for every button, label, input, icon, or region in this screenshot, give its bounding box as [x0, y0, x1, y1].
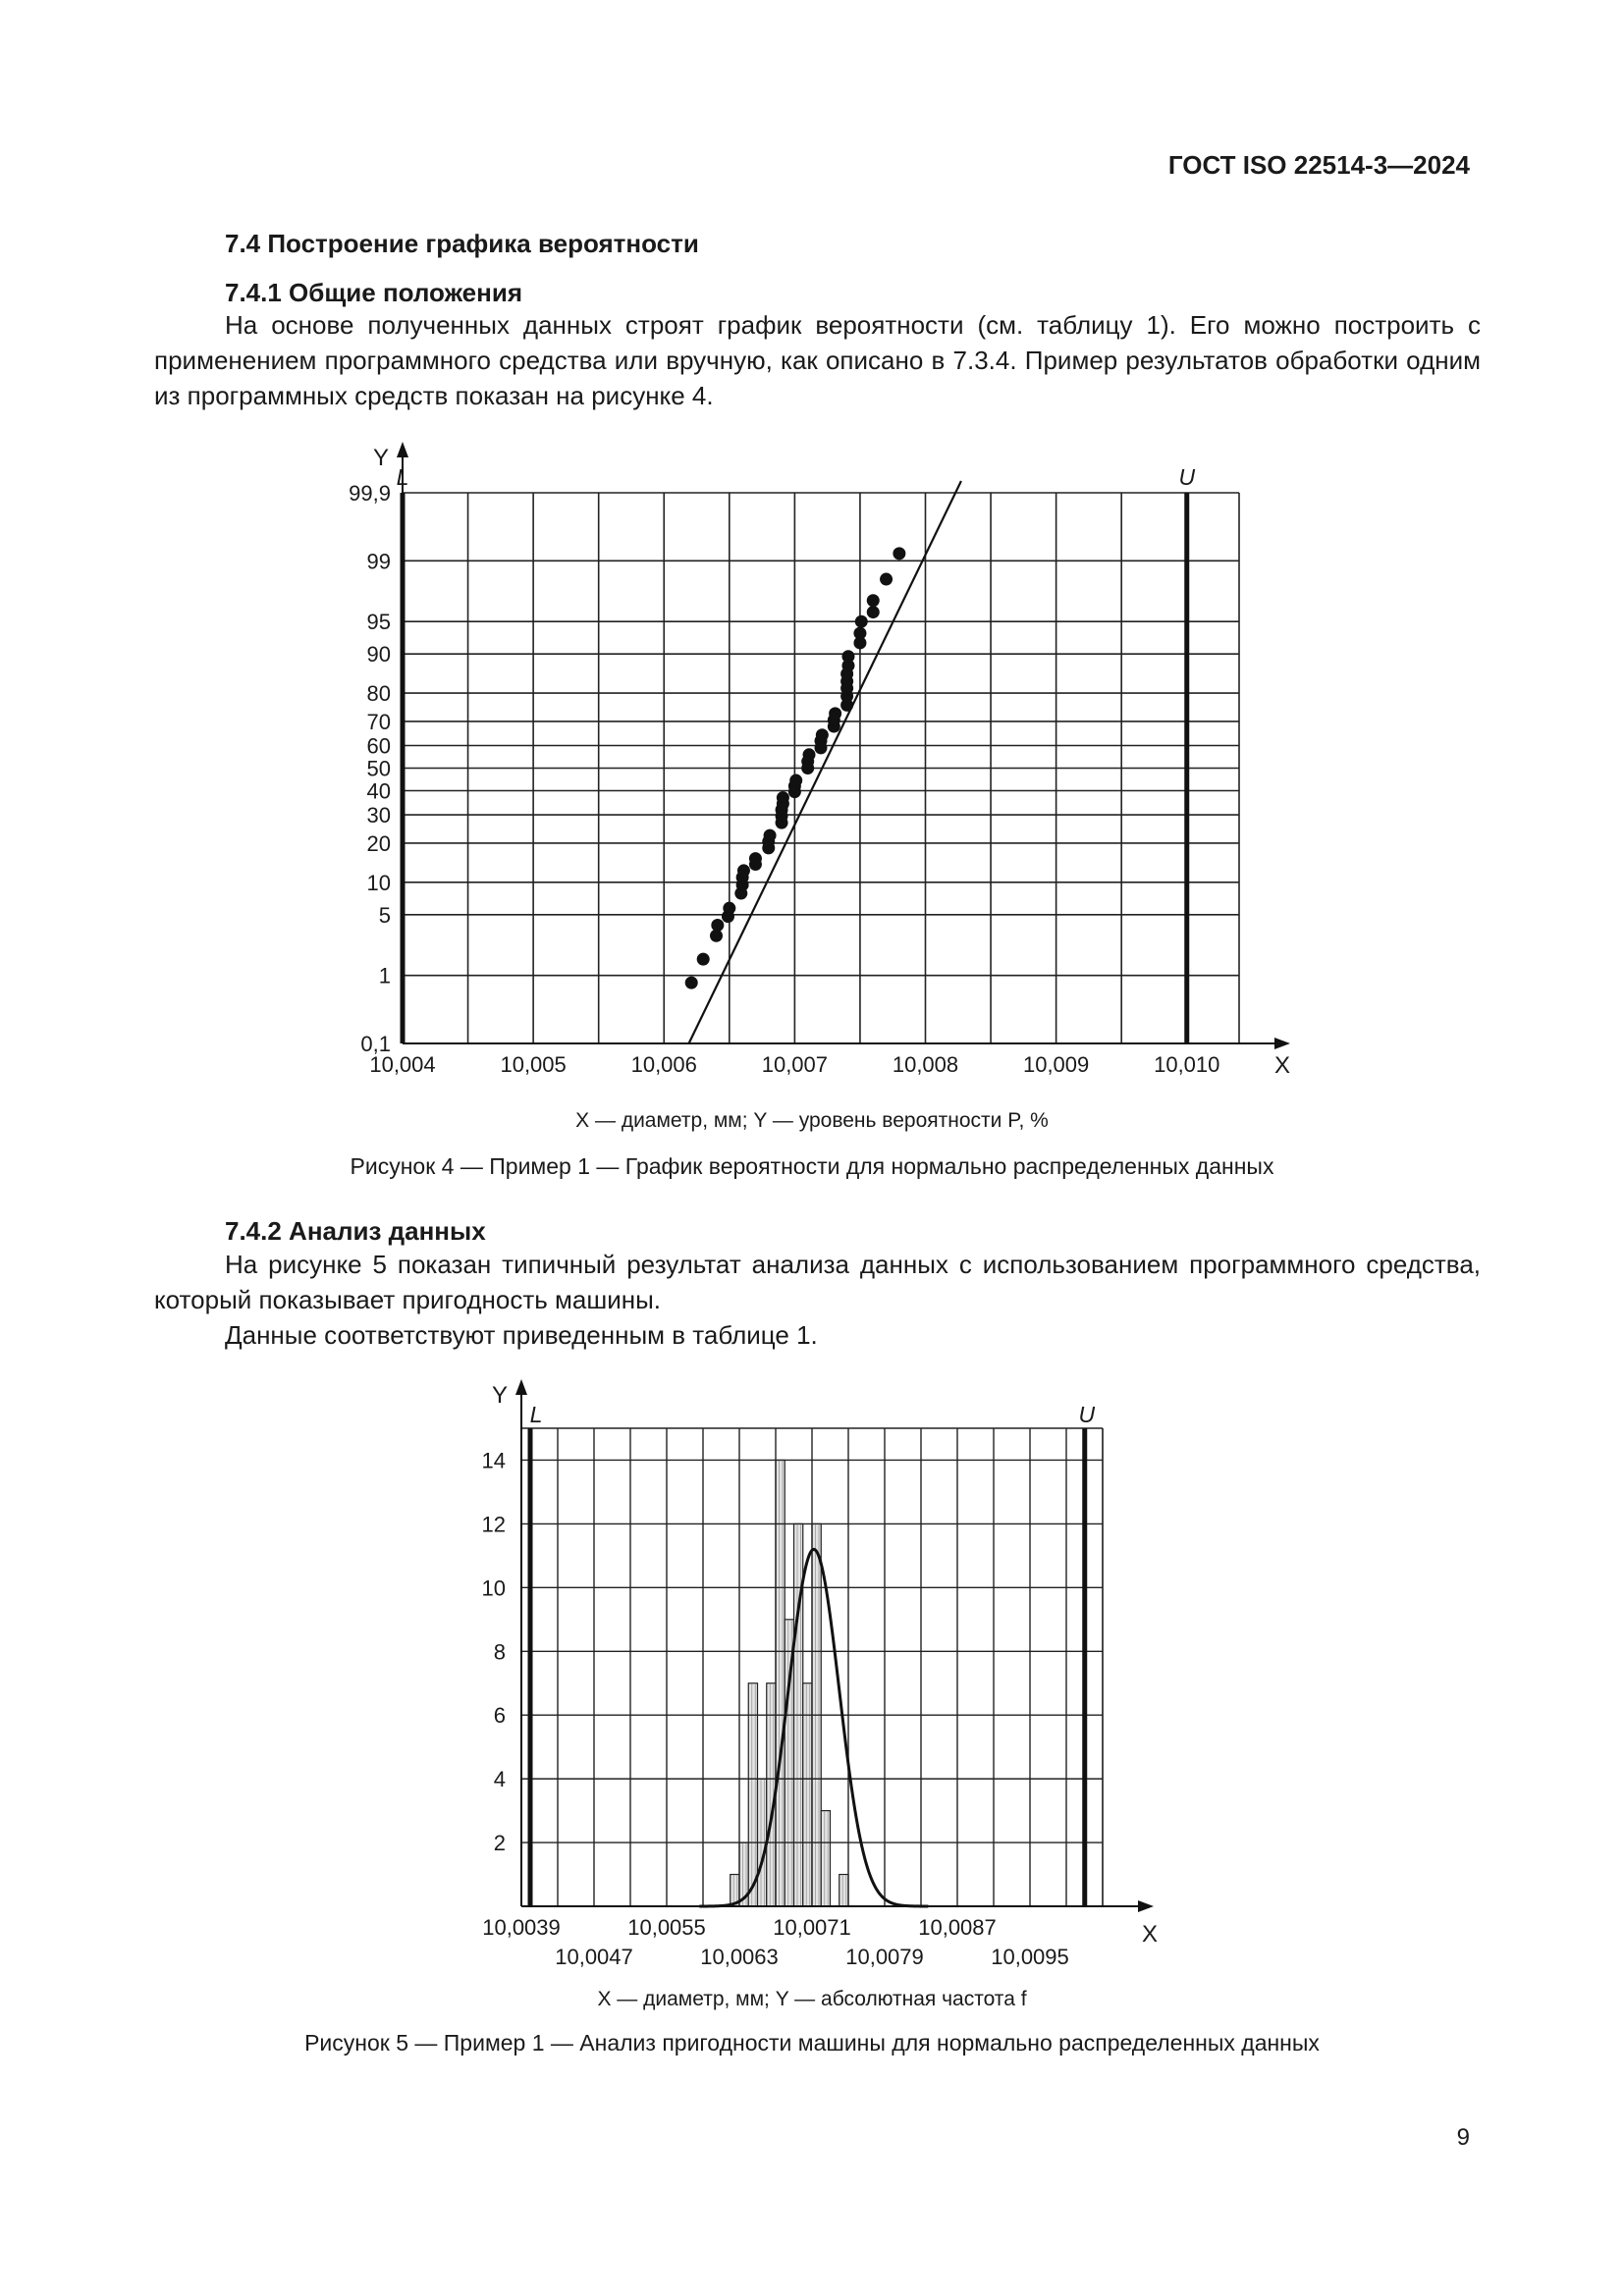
figure5-y-tick-label: 2	[493, 1831, 506, 1856]
figure4-limit-label-l: L	[396, 464, 409, 490]
figure4-limit-label-u: U	[1178, 464, 1196, 490]
figure5-bar	[821, 1811, 830, 1906]
figure5-bar	[748, 1683, 757, 1906]
figure4-data-point	[723, 902, 735, 915]
figure4-data-point	[867, 606, 880, 618]
figure4-x-axis-label: X	[1273, 1052, 1291, 1079]
figure4-data-point	[685, 977, 698, 989]
figure4-data-point	[853, 627, 866, 640]
figure5-y-tick-label: 10	[481, 1575, 506, 1601]
section-7-4-2-paragraph	[154, 1247, 1481, 1317]
figure4-data-point	[789, 774, 802, 787]
figure5-limit-label-u: U	[1078, 1402, 1096, 1427]
figure4-x-tick-label: 10,004	[369, 1052, 436, 1077]
figure4-data-point	[893, 547, 905, 560]
section-7-4-1-title: 7.4.1 Общие положения	[225, 278, 522, 307]
figure4-y-tick-label: 5	[378, 902, 391, 928]
figure4-y-tick-label: 40	[366, 778, 391, 804]
figure4-data-point	[816, 728, 829, 741]
figure4-y-tick-label: 20	[366, 830, 391, 856]
section-7-4-2-title: 7.4.2 Анализ данных	[225, 1216, 486, 1246]
figure4-data-point	[867, 594, 880, 607]
figure4-data-point	[764, 829, 777, 842]
figure5-bar-rect	[839, 1875, 848, 1906]
figure4-y-tick-label: 30	[366, 803, 391, 828]
figure4-data-point	[697, 953, 710, 966]
figure5-histogram	[471, 1369, 1178, 1978]
figure4-y-tick-label: 10	[366, 870, 391, 895]
figure5-x-tick-label-lower: 10,0095	[991, 1945, 1069, 1969]
figure4-x-axis-arrow	[1274, 1038, 1290, 1049]
figure5-legend: X — диаметр, мм; Y — абсолютная частота f	[597, 1988, 1027, 2010]
figure4-data-point	[880, 573, 893, 586]
figure5-x-axis-label: X	[1141, 1921, 1159, 1948]
figure5-bar-rect	[821, 1811, 830, 1906]
figure4-spec-limits	[397, 464, 1196, 1043]
section-7-4-2-text-2: Данные соответствуют приведенным в таблице 1.	[225, 1320, 818, 1350]
figure5-bar	[803, 1683, 812, 1906]
figure4-data-point	[803, 748, 816, 761]
figure5-y-axis-arrow	[515, 1379, 527, 1395]
figure5-y-tick-label: 14	[481, 1448, 506, 1473]
figure5-x-tick-label-upper: 10,0071	[773, 1915, 851, 1940]
figure4-y-tick-label: 80	[366, 681, 391, 707]
section-7-4-1-text: На основе полученных данных строят график вероятности (см. таблицу 1). Его можно построить с применением программного средства или вручную, как описано в 7.3.4. Пример результатов обработки одним из программных средств показан на рисунке 4.	[154, 310, 1481, 410]
figure4-data-point	[737, 864, 750, 877]
figure5-bar-rect	[803, 1683, 812, 1906]
figure5-x-tick-label-upper: 10,0055	[627, 1915, 706, 1940]
figure4-data-point	[749, 852, 762, 865]
figure4-y-tick-label: 95	[366, 610, 391, 635]
figure4-probability-plot	[334, 432, 1316, 1090]
figure4-data-point	[855, 615, 868, 628]
figure5-y-tick-label: 6	[493, 1703, 506, 1729]
figure5-caption: Рисунок 5 — Пример 1 — Анализ пригодности машины для нормально распределенных данных	[304, 2030, 1320, 2056]
figure4-caption: Рисунок 4 — Пример 1 — График вероятности для нормально распределенных данных	[350, 1153, 1274, 1179]
figure4-y-tick-label: 50	[366, 756, 391, 781]
figure5-y-axis-label: Y	[491, 1382, 509, 1409]
figure5-y-tick-label: 8	[493, 1639, 506, 1665]
figure5-bar-rect	[776, 1460, 785, 1906]
figure4-x-tick-label: 10,009	[1022, 1052, 1090, 1077]
figure5-x-axis-arrow	[1138, 1900, 1154, 1912]
figure4-tick-labels	[349, 445, 1290, 1079]
figure4-y-axis-label: Y	[372, 445, 390, 471]
figure4-legend: X — диаметр, мм; Y — уровень вероятности P, %	[575, 1109, 1049, 1132]
figure4-x-tick-label: 10,007	[761, 1052, 829, 1077]
figure5-x-tick-label-upper: 10,0087	[918, 1915, 997, 1940]
figure4-y-tick-label: 0,1	[360, 1032, 391, 1056]
figure5-y-tick-label: 12	[481, 1512, 506, 1537]
figure4-data-point	[841, 650, 854, 663]
document-header: ГОСТ ISO 22514-3—2024	[1167, 150, 1470, 180]
figure4-data-point	[777, 791, 789, 804]
figure5-x-tick-label-lower: 10,0047	[555, 1945, 633, 1969]
figure5-bar-rect	[748, 1683, 757, 1906]
figure4-data-point	[711, 919, 724, 932]
figure5-limit-label-l: L	[529, 1402, 543, 1427]
figure4-grid	[397, 442, 1290, 1049]
figure4-x-tick-label: 10,005	[500, 1052, 567, 1077]
figure4-x-tick-label: 10,008	[892, 1052, 959, 1077]
page-number: 9	[1456, 2124, 1470, 2151]
figure4-y-tick-label: 1	[378, 963, 391, 988]
figure4-x-tick-label: 10,010	[1154, 1052, 1220, 1077]
figure5-bar	[776, 1460, 785, 1906]
figure4-y-tick-label: 60	[366, 733, 391, 759]
section-7-4-2-paragraph-2	[154, 1317, 1481, 1353]
figure4-y-axis-arrow	[397, 442, 408, 457]
figure5-x-tick-label-lower: 10,0079	[845, 1945, 924, 1969]
figure5-x-tick-label-lower: 10,0063	[700, 1945, 779, 1969]
figure4-data-point	[829, 707, 841, 720]
figure5-bar	[839, 1875, 848, 1906]
section-7-4-2-text: На рисунке 5 показан типичный результат анализа данных с использованием программного средства, который показывает пригодность машины.	[154, 1250, 1481, 1314]
figure4-y-tick-label: 99	[366, 549, 391, 574]
figure4-y-tick-label: 99,9	[349, 481, 391, 506]
figure4-y-tick-label: 70	[366, 709, 391, 734]
section-7-4-title: 7.4 Построение графика вероятности	[225, 229, 699, 258]
figure4-y-tick-label: 90	[366, 642, 391, 667]
figure5-x-tick-label-upper: 10,0039	[482, 1915, 561, 1940]
section-7-4-1-paragraph	[154, 307, 1481, 413]
figure5-y-tick-label: 4	[493, 1767, 506, 1792]
figure4-x-tick-label: 10,006	[630, 1052, 697, 1077]
